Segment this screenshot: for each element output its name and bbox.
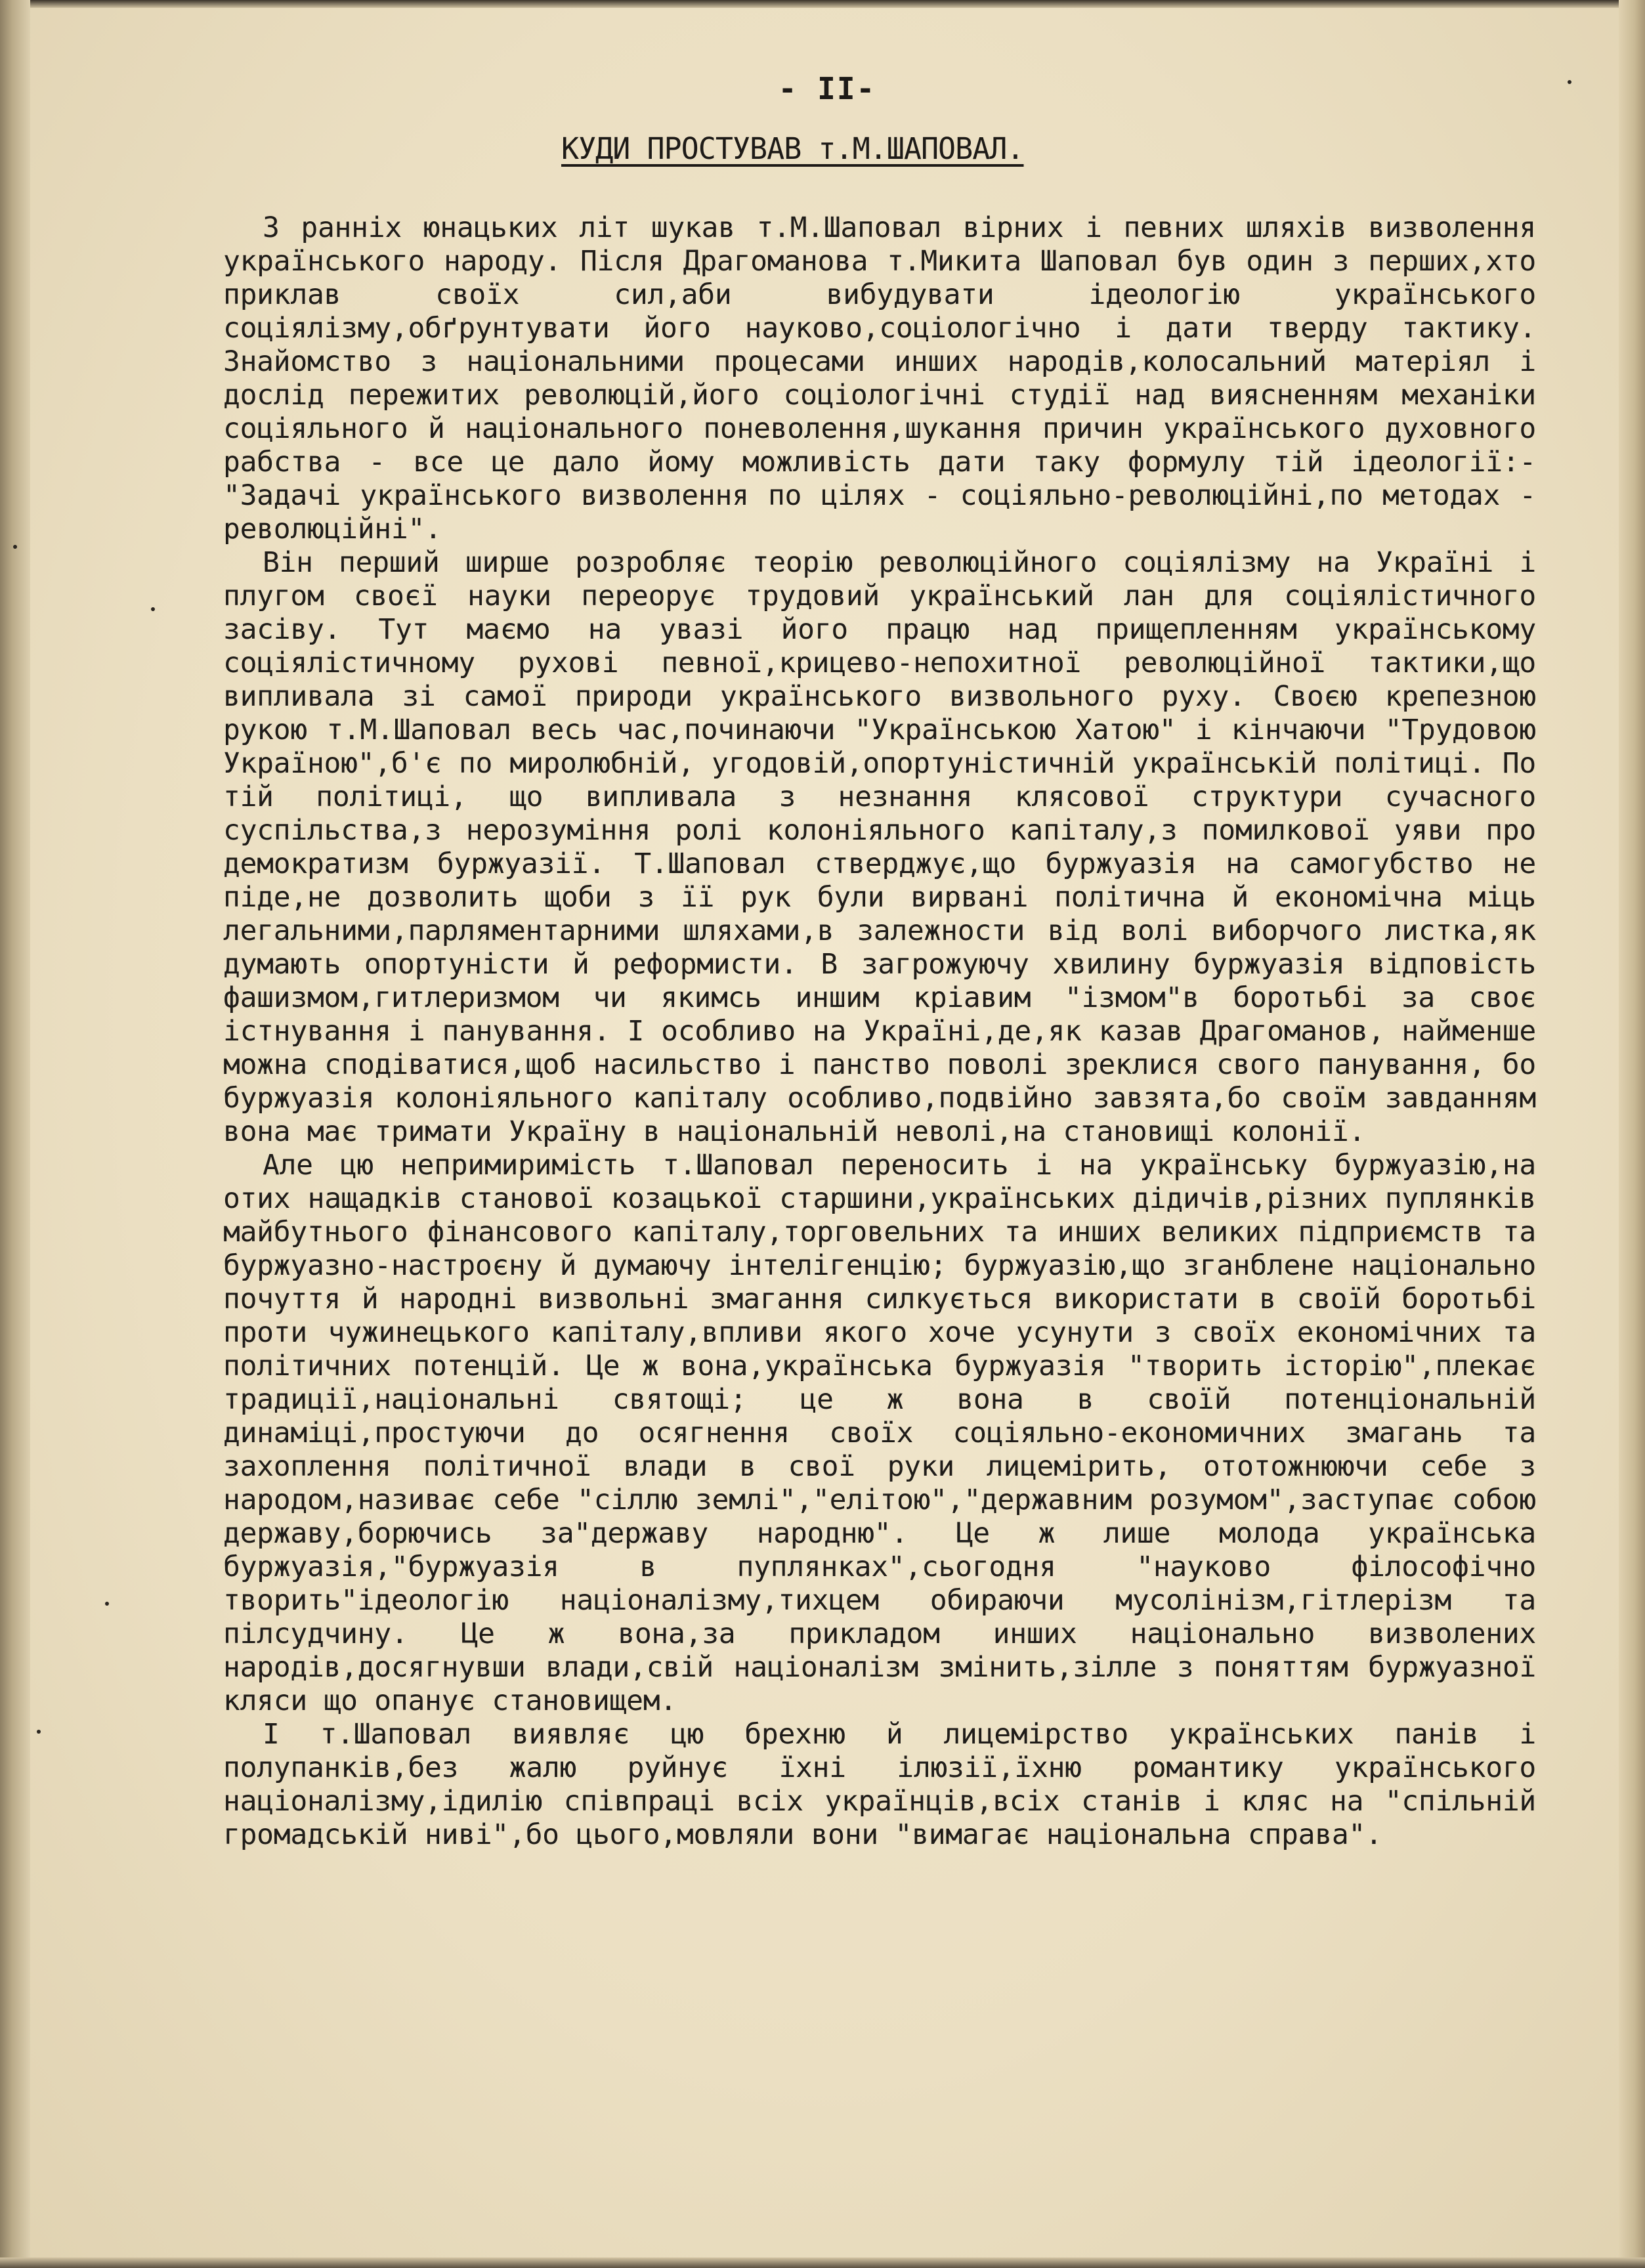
ink-speck xyxy=(1568,80,1571,84)
page-top-edge xyxy=(0,0,1645,8)
page-right-edge xyxy=(1619,0,1645,2268)
page-binding-shadow xyxy=(0,0,30,2268)
page-number: - II- xyxy=(778,71,876,106)
ink-speck xyxy=(151,607,155,611)
ink-speck xyxy=(13,545,17,549)
page-title: КУДИ ПРОСТУВАВ т.М.ШАПОВАЛ. xyxy=(561,131,1024,166)
paragraph: І т.Шаповал виявляє цю брехню й лицемірство українських панів і полупанків,без жалю руйнує їхні ілюзії,їхню романтику українського націоналізму,ідилію співпраці всіх українців,всіх станів і кляс на "спільній громадській ниві",бо цього,мовляли вони "вимагає національна справа". xyxy=(223,1718,1536,1851)
paragraph: З ранніх юнацьких літ шукав т.М.Шаповал вірних і певних шляхів визволення українського народу. Після Драгоманова т.Микита Шаповал був один з перших,хто приклав своїх сил,аби вибудувати ідеологію українського соціялізму,обґрунтувати його науково,соціологічно і дати тверду тактику. Знайомство з національними процесами инших народів,колосальний матеріял і дослід пережитих революцій,його соціологічні студії над виясненням механіки соціяльного й національного поневолення,шукання причин українського духовного рабства - все це дало йому можливість дати таку формулу тій ідеології:- "Задачі українського визволення по цілях - соціяльно-революційні,по методах - революційні". xyxy=(223,211,1536,546)
article-body xyxy=(223,211,1536,1852)
paragraph: Він перший ширше розробляє теорію революційного соціялізму на Україні і плугом своєї науки переорує трудовий український лан для соціялістичного засіву. Тут маємо на увазі його працю над прищепленням українському соціялістичному рухові певної,крицево-непохитної революційної тактики,що випливала зі самої природи українського визвольного руху. Своєю крепезною рукою т.М.Шаповал весь час,починаючи "Українською Хатою" і кінчаючи "Трудовою Україною",б'є по миролюбній, угодовій,опортуністичній українській політиці. По тій політиці, що випливала з незнання клясової структури сучасного суспільства,з нерозуміння ролі колоніяльного капіталу,з помилкової уяви про демократизм буржуазії. Т.Шаповал стверджує,що буржуазія на самогубство не піде,не дозволить щоби з її рук були вирвані політична й економічна міць легальними,парляментарними шляхами,в залежности від волі виборчого листка,як думають опортуністи й реформисти. В загрожуючу хвилину буржуазія відповість фашизмом,гитлеризмом чи якимсь иншим кріавим "ізмом"в боротьбі за своє істнування і панування. І особливо на Україні,де,як казав Драгоманов, найменше можна сподіватися,щоб насильство і панство поволі зреклися свого панування, бо буржуазія колоніяльного капіталу особливо,подвійно завзята,бо своїм завданням вона має тримати Україну в національній неволі,на становищі колонії. xyxy=(223,546,1536,1148)
paragraph: Але цю непримиримість т.Шаповал переносить і на українську буржуазію,на отих нащадків станової козацької старшини,українських дідичів,різних пуплянків майбутнього фінансового капіталу,торговельних та инших великих підприємств та буржуазно-настроєну й думаючу інтелігенцію; буржуазію,що зганблене національно почуття й народні визвольні змагання силкується використати в своїй боротьбі проти чужинецького капіталу,впливи якого хоче усунути з своїх економічних та політичних потенцій. Це ж вона,українська буржуазія "творить історію",плекає традиції,національні святощі; це ж вона в своїй потенціональній динаміці,простуючи до осягнення своїх соціяльно-економичних змагань та захоплення політичної влади в свої руки лицемірить, ототожнюючи себе з народом,називає себе "сіллю землі","елітою","державним розумом",заступає собою державу,борючись за"державу народню". Це ж лише молода українська буржуазія,"буржуазія в пуплянках",сьогодня "науково філософічно творить"ідеологію націоналізму,тихцем обираючи мусолінізм,гітлерізм та пілсудчину. Це ж вона,за прикладом инших національно визволених народів,досягнувши влади,свій націоналізм змінить,зілле з поняттям буржуазної кляси що опанує становищем. xyxy=(223,1149,1536,1717)
ink-speck xyxy=(37,1730,41,1734)
page-bottom-edge xyxy=(0,2257,1645,2268)
ink-speck xyxy=(105,1602,109,1606)
